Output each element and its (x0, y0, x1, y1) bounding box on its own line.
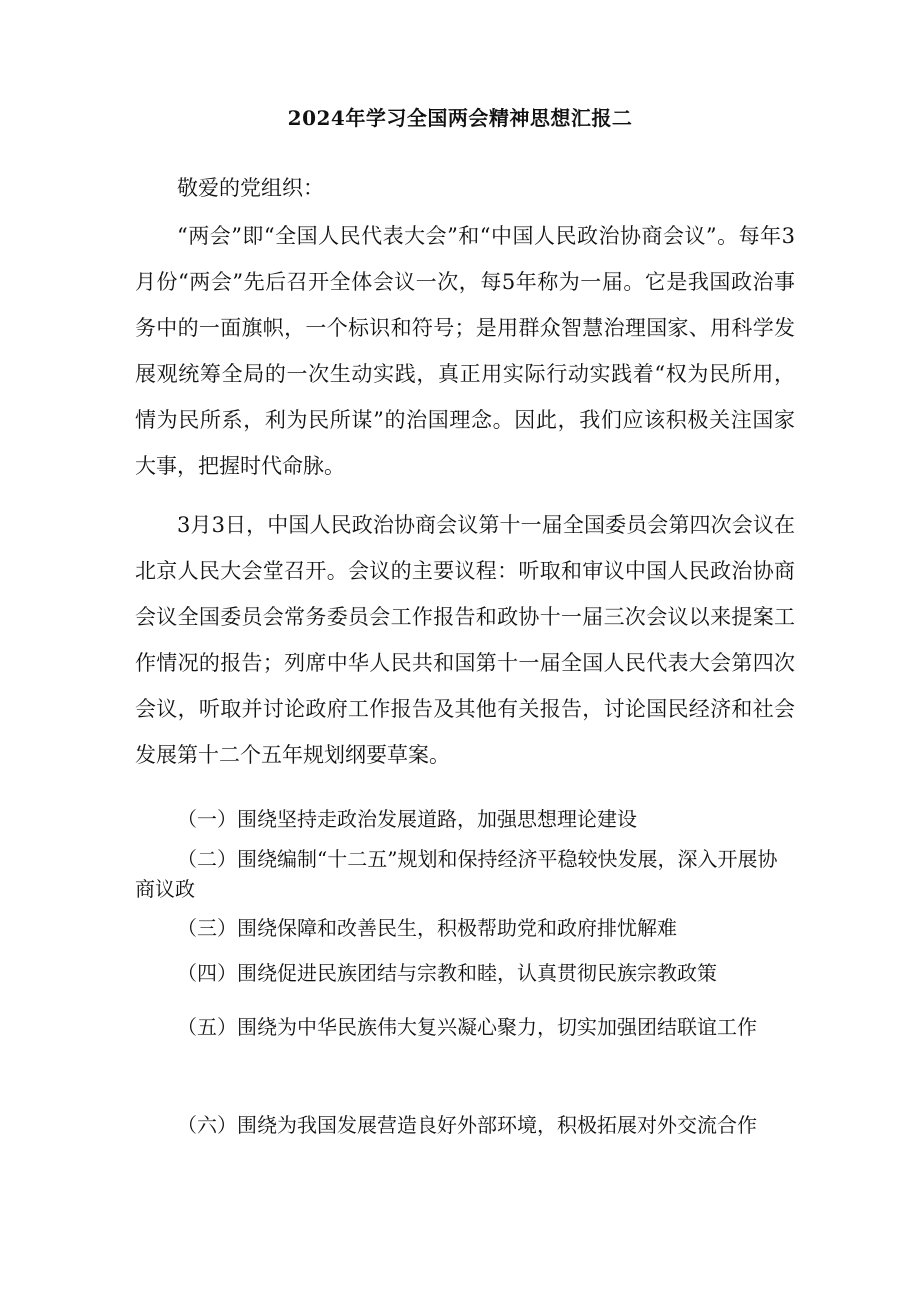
list-item: （二）围绕编制“十二五”规划和保持经济平稳较快发展，深入开展协商议政 (135, 847, 778, 901)
salutation: 敬爱的党组织： (177, 176, 324, 200)
paragraph-2: 3月3日，中国人民政治协商会议第十一届全国委员会第四次会议在北京人民大会堂召开。会议的主要议程：听取和审议中国人民政治协商会议全国委员会常务委员会工作报告和政协十一届三次会议以来提案工作情况的报告；列席中华人民共和国第十一届全国人民代表大会第四次会议，听取并讨论政府工作报告及其他有关报告，讨论国民经济和社会发展第十二个五年规划纲要草案。 (135, 513, 795, 767)
paragraph-1: “两会”即“全国人民代表大会”和“中国人民政治协商会议”。每年3月份“两会”先后召开全体会议一次，每5年称为一届。它是我国政治事务中的一面旗帜，一个标识和符号；是用群众智慧治理国家、用科学发展观统筹全局的一次生动实践，真正用实际行动实践着“权为民所用，情为民所系，利为民所谋”的治国理念。因此，我们应该积极关注国家大事，把握时代命脉。 (135, 224, 795, 478)
list-item: （五）围绕为中华民族伟大复兴凝心聚力，切实加强团结联谊工作 (177, 1015, 757, 1039)
list-item: （一）围绕坚持走政治发展道路，加强思想理论建设 (177, 807, 637, 831)
document-title: 2024年学习全国两会精神思想汇报二 (287, 106, 633, 130)
list-item: （三）围绕保障和改善民生，积极帮助党和政府排忧解难 (177, 916, 677, 940)
list-item: （四）围绕促进民族团结与宗教和睦，认真贯彻民族宗教政策 (177, 961, 717, 985)
list-item: （六）围绕为我国发展营造良好外部环境，积极拓展对外交流合作 (177, 1113, 757, 1137)
